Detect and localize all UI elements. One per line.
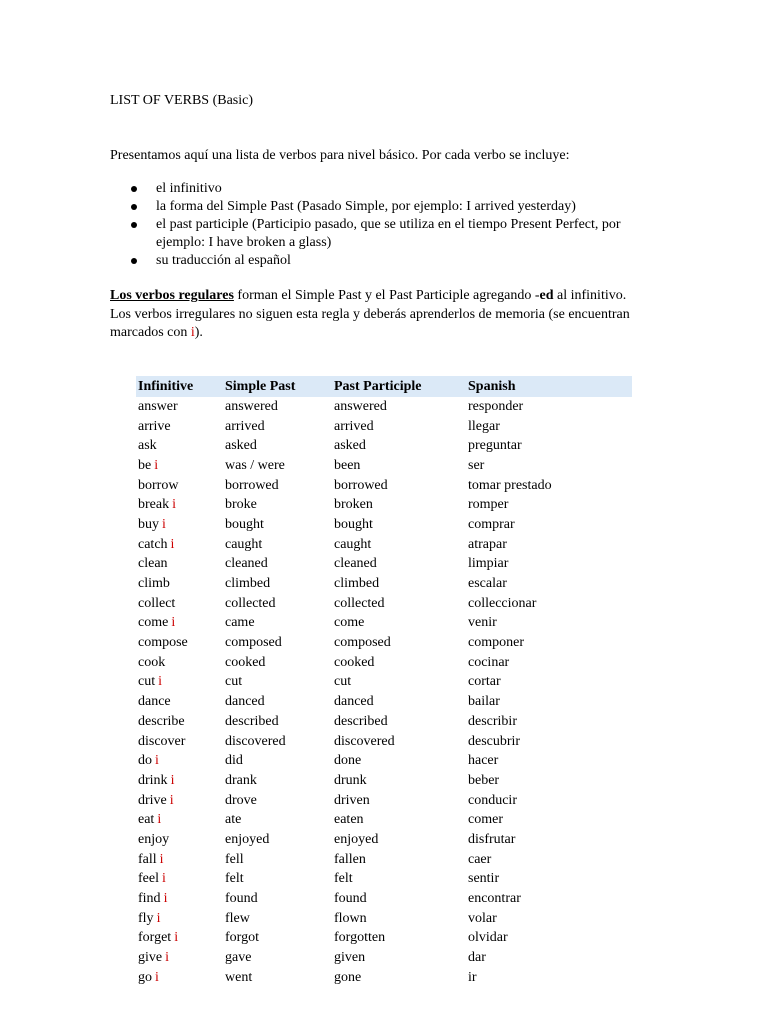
cell-simple-past: asked xyxy=(225,438,257,454)
cell-past-participle: discovered xyxy=(334,733,395,749)
cell-simple-past: was / were xyxy=(225,457,285,473)
cell-past-participle: borrowed xyxy=(334,477,388,493)
cell-past-participle: given xyxy=(334,950,366,966)
cell-spanish: componer xyxy=(468,635,524,651)
bullet-text: su traducción al español xyxy=(156,253,291,268)
table-row xyxy=(136,495,632,515)
column-header-past-participle: Past Participle xyxy=(332,376,466,397)
cell-past-participle: bought xyxy=(334,516,373,532)
cell-infinitive xyxy=(136,751,223,771)
table-header-row xyxy=(136,376,632,397)
irregular-marker-icon: i xyxy=(161,871,166,887)
cell-past-participle: found xyxy=(334,891,367,907)
irregular-marker-icon: i xyxy=(155,753,159,769)
cell-past-participle: been xyxy=(334,457,361,473)
cell-past-participle: danced xyxy=(334,694,374,710)
bullet-item xyxy=(110,252,650,270)
table-row xyxy=(136,830,632,850)
cell-past-participle: flown xyxy=(334,910,367,926)
column-header-simple-past: Simple Past xyxy=(223,376,332,397)
table-row xyxy=(136,476,632,496)
cell-infinitive xyxy=(136,515,223,535)
infinitive-text: do xyxy=(138,753,152,769)
cell-spanish: describir xyxy=(468,713,517,729)
infinitive-text: discover xyxy=(138,733,186,749)
bullet-item xyxy=(110,198,650,216)
cell-spanish: descubrir xyxy=(468,733,521,749)
infinitive-text: clean xyxy=(138,556,168,572)
feature-bullet-list xyxy=(110,180,650,270)
cell-past-participle: forgotten xyxy=(334,930,386,946)
irregular-marker-icon: i xyxy=(169,792,174,808)
table-row xyxy=(136,515,632,535)
cell-past-participle: felt xyxy=(334,871,353,887)
irregular-marker-icon: i xyxy=(163,891,168,907)
cell-infinitive xyxy=(136,476,223,496)
cell-simple-past: arrived xyxy=(225,418,265,434)
infinitive-text: fall xyxy=(138,851,157,867)
cell-simple-past: fell xyxy=(225,851,244,867)
irregular-marker-icon: i xyxy=(155,969,159,985)
cell-spanish: preguntar xyxy=(468,438,522,454)
infinitive-text: drink xyxy=(138,772,168,788)
infinitive-text: climb xyxy=(138,576,170,592)
cell-infinitive xyxy=(136,968,223,988)
infinitive-text: compose xyxy=(138,635,188,651)
cell-infinitive xyxy=(136,909,223,929)
table-row xyxy=(136,948,632,968)
bullet-text: el infinitivo xyxy=(156,181,222,196)
cell-past-participle: cleaned xyxy=(334,556,377,572)
table-row xyxy=(136,397,632,417)
cell-simple-past: came xyxy=(225,615,255,631)
bullet-dot-icon xyxy=(131,186,137,192)
irregular-marker-icon: i xyxy=(170,772,175,788)
cell-simple-past: discovered xyxy=(225,733,286,749)
cell-infinitive xyxy=(136,614,223,634)
table-row xyxy=(136,555,632,575)
cell-past-participle: broken xyxy=(334,497,373,513)
cell-infinitive xyxy=(136,456,223,476)
document-title: LIST OF VERBS (Basic) xyxy=(110,93,253,108)
cell-infinitive xyxy=(136,653,223,673)
cell-spanish: ir xyxy=(468,969,477,985)
bullet-item xyxy=(110,180,650,198)
cell-past-participle: fallen xyxy=(334,851,366,867)
cell-past-participle: come xyxy=(334,615,365,631)
infinitive-text: collect xyxy=(138,595,176,611)
cell-past-participle: asked xyxy=(334,438,366,454)
cell-spanish: dar xyxy=(468,950,486,966)
cell-past-participle: done xyxy=(334,753,362,769)
cell-simple-past: cooked xyxy=(225,654,266,670)
cell-simple-past: bought xyxy=(225,516,264,532)
cell-spanish: beber xyxy=(468,772,500,788)
cell-spanish: comprar xyxy=(468,516,515,532)
irregular-marker-icon: i xyxy=(170,536,175,552)
cell-past-participle: gone xyxy=(334,969,362,985)
table-row xyxy=(136,673,632,693)
table-row xyxy=(136,929,632,949)
table-row xyxy=(136,535,632,555)
cell-spanish: colleccionar xyxy=(468,595,537,611)
cell-infinitive xyxy=(136,948,223,968)
cell-spanish: comer xyxy=(468,812,503,828)
cell-infinitive xyxy=(136,870,223,890)
cell-simple-past: ate xyxy=(225,812,242,828)
infinitive-text: cook xyxy=(138,654,166,670)
cell-spanish: volar xyxy=(468,910,497,926)
table-row xyxy=(136,732,632,752)
cell-simple-past: did xyxy=(225,753,243,769)
table-row xyxy=(136,594,632,614)
cell-spanish: encontrar xyxy=(468,891,521,907)
infinitive-text: eat xyxy=(138,812,155,828)
bullet-dot-icon xyxy=(131,258,137,264)
cell-simple-past: drove xyxy=(225,792,257,808)
bullet-text: la forma del Simple Past (Pasado Simple, por ejemplo: I arrived yesterday) xyxy=(156,199,576,214)
cell-infinitive xyxy=(136,633,223,653)
cell-simple-past: danced xyxy=(225,694,265,710)
table-row xyxy=(136,692,632,712)
infinitive-text: be xyxy=(138,457,152,473)
ed-suffix: ed xyxy=(539,288,554,303)
cell-simple-past: answered xyxy=(225,398,278,414)
cell-infinitive xyxy=(136,791,223,811)
table-row xyxy=(136,791,632,811)
cell-spanish: llegar xyxy=(468,418,500,434)
cell-simple-past: composed xyxy=(225,635,282,651)
irregular-marker-icon: i xyxy=(190,325,195,340)
cell-infinitive xyxy=(136,594,223,614)
infinitive-text: answer xyxy=(138,398,178,414)
cell-spanish: ser xyxy=(468,457,485,473)
infinitive-text: catch xyxy=(138,536,168,552)
cell-spanish: escalar xyxy=(468,576,507,592)
cell-simple-past: went xyxy=(225,969,253,985)
infinitive-text: go xyxy=(138,969,152,985)
cell-spanish: hacer xyxy=(468,753,499,769)
infinitive-text: forget xyxy=(138,930,172,946)
cell-past-participle: described xyxy=(334,713,388,729)
cell-simple-past: felt xyxy=(225,871,244,887)
table-row xyxy=(136,574,632,594)
cell-spanish: romper xyxy=(468,497,509,513)
cell-spanish: atrapar xyxy=(468,536,507,552)
irregular-marker-icon: i xyxy=(162,516,166,532)
irregular-marker-icon: i xyxy=(174,930,179,946)
column-header-spanish: Spanish xyxy=(466,376,632,397)
table-row xyxy=(136,850,632,870)
table-row xyxy=(136,653,632,673)
cell-infinitive xyxy=(136,397,223,417)
irregular-marker-icon: i xyxy=(157,812,162,828)
table-row xyxy=(136,436,632,456)
cell-spanish: caer xyxy=(468,851,492,867)
infinitive-text: buy xyxy=(138,516,159,532)
cell-simple-past: cut xyxy=(225,674,243,690)
cell-infinitive xyxy=(136,712,223,732)
cell-simple-past: climbed xyxy=(225,576,271,592)
infinitive-text: feel xyxy=(138,871,159,887)
irregular-marker-icon: i xyxy=(156,910,161,926)
infinitive-text: borrow xyxy=(138,477,179,493)
cell-spanish: cocinar xyxy=(468,654,510,670)
cell-spanish: olvidar xyxy=(468,930,508,946)
cell-infinitive xyxy=(136,889,223,909)
cell-past-participle: climbed xyxy=(334,576,380,592)
table-row xyxy=(136,889,632,909)
cell-simple-past: forgot xyxy=(225,930,259,946)
infinitive-text: enjoy xyxy=(138,831,170,847)
cell-simple-past: cleaned xyxy=(225,556,268,572)
table-row xyxy=(136,712,632,732)
cell-infinitive xyxy=(136,929,223,949)
cell-past-participle: answered xyxy=(334,398,387,414)
cell-simple-past: enjoyed xyxy=(225,831,270,847)
table-row xyxy=(136,633,632,653)
cell-simple-past: borrowed xyxy=(225,477,279,493)
cell-past-participle: cut xyxy=(334,674,352,690)
cell-simple-past: caught xyxy=(225,536,263,552)
irregular-marker-icon: i xyxy=(165,950,169,966)
infinitive-text: describe xyxy=(138,713,185,729)
cell-past-participle: cooked xyxy=(334,654,375,670)
cell-simple-past: broke xyxy=(225,497,257,513)
cell-infinitive xyxy=(136,436,223,456)
regular-note-text-2: al infinitivo. Los verbos irregulares no siguen esta regla y deberás aprenderlos de memoria (se encuentran marcados con xyxy=(110,288,630,340)
regular-verbs-paragraph xyxy=(110,287,650,343)
cell-past-participle: collected xyxy=(334,595,385,611)
table-row xyxy=(136,870,632,890)
regular-note-text-1: forman el Simple Past y el Past Participle agregando - xyxy=(233,288,540,303)
cell-past-participle: caught xyxy=(334,536,372,552)
table-row xyxy=(136,771,632,791)
table-row xyxy=(136,614,632,634)
irregular-marker-icon: i xyxy=(159,851,164,867)
irregular-marker-icon: i xyxy=(158,674,162,690)
cell-infinitive xyxy=(136,673,223,693)
table-row xyxy=(136,909,632,929)
cell-spanish: venir xyxy=(468,615,497,631)
cell-simple-past: found xyxy=(225,891,258,907)
cell-spanish: responder xyxy=(468,398,524,414)
cell-infinitive xyxy=(136,732,223,752)
infinitive-text: ask xyxy=(138,438,157,454)
cell-spanish: bailar xyxy=(468,694,500,710)
cell-infinitive xyxy=(136,850,223,870)
table-row xyxy=(136,417,632,437)
irregular-marker-icon: i xyxy=(154,457,159,473)
cell-infinitive xyxy=(136,771,223,791)
infinitive-text: arrive xyxy=(138,418,171,434)
cell-spanish: tomar prestado xyxy=(468,477,552,493)
bullet-item xyxy=(110,216,650,252)
cell-spanish: conducir xyxy=(468,792,517,808)
table-row xyxy=(136,968,632,988)
cell-past-participle: eaten xyxy=(334,812,364,828)
regular-note-text-3: ). xyxy=(194,325,203,340)
irregular-marker-icon: i xyxy=(171,615,176,631)
cell-past-participle: arrived xyxy=(334,418,374,434)
cell-past-participle: drunk xyxy=(334,772,367,788)
infinitive-text: drive xyxy=(138,792,167,808)
cell-infinitive xyxy=(136,810,223,830)
table-row xyxy=(136,456,632,476)
infinitive-text: fly xyxy=(138,910,154,926)
bullet-text: el past participle (Participio pasado, que se utiliza en el tiempo Present Perfect, por ejemplo: I have broken a glass) xyxy=(156,217,621,250)
cell-infinitive xyxy=(136,555,223,575)
infinitive-text: dance xyxy=(138,694,171,710)
infinitive-text: come xyxy=(138,615,169,631)
bullet-dot-icon xyxy=(131,222,137,228)
column-header-infinitive: Infinitive xyxy=(136,376,223,397)
infinitive-text: cut xyxy=(138,674,156,690)
cell-spanish: cortar xyxy=(468,674,501,690)
cell-simple-past: gave xyxy=(225,950,252,966)
table-row xyxy=(136,751,632,771)
regular-verbs-term: Los verbos regulares xyxy=(110,288,234,303)
cell-simple-past: flew xyxy=(225,910,250,926)
infinitive-text: find xyxy=(138,891,161,907)
intro-paragraph: Presentamos aquí una lista de verbos para nivel básico. Por cada verbo se incluye: xyxy=(110,148,570,163)
cell-past-participle: enjoyed xyxy=(334,831,379,847)
cell-simple-past: drank xyxy=(225,772,257,788)
cell-infinitive xyxy=(136,495,223,515)
infinitive-text: break xyxy=(138,497,170,513)
irregular-marker-icon: i xyxy=(172,497,176,513)
bullet-dot-icon xyxy=(131,204,137,210)
cell-simple-past: described xyxy=(225,713,279,729)
cell-spanish: disfrutar xyxy=(468,831,516,847)
verb-table-body xyxy=(136,397,632,988)
verb-table xyxy=(136,376,632,988)
infinitive-text: give xyxy=(138,950,163,966)
cell-infinitive xyxy=(136,535,223,555)
cell-spanish: limpiar xyxy=(468,556,509,572)
cell-spanish: sentir xyxy=(468,871,500,887)
cell-infinitive xyxy=(136,830,223,850)
table-row xyxy=(136,810,632,830)
cell-past-participle: driven xyxy=(334,792,370,808)
cell-infinitive xyxy=(136,574,223,594)
cell-infinitive xyxy=(136,417,223,437)
cell-past-participle: composed xyxy=(334,635,391,651)
cell-simple-past: collected xyxy=(225,595,276,611)
cell-infinitive xyxy=(136,692,223,712)
